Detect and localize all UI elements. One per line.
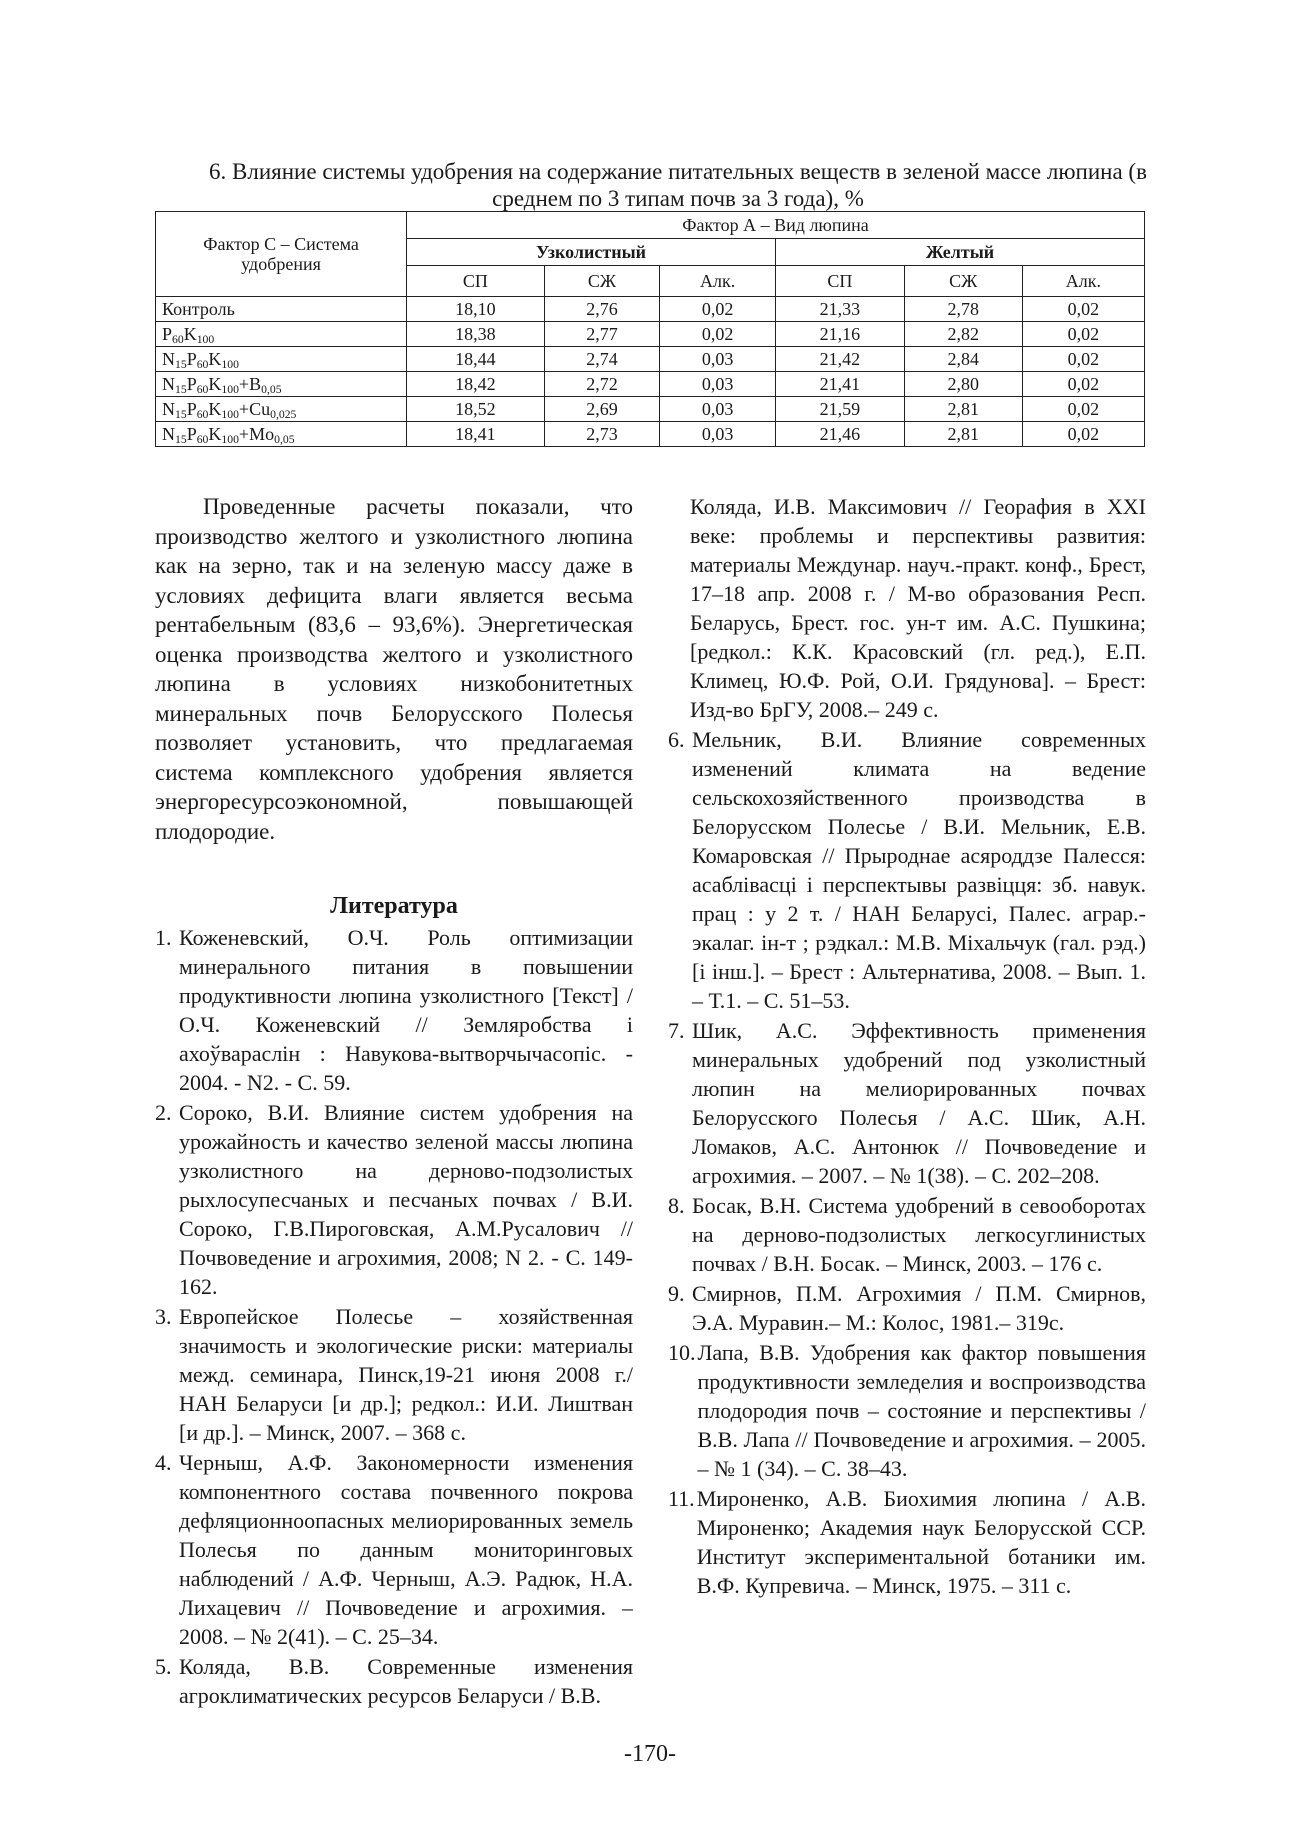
table-cell: 2,84: [904, 347, 1022, 372]
table-cell: 21,41: [776, 372, 905, 397]
table-row: [156, 322, 1145, 347]
factor-a-header: Фактор А – Вид люпина: [407, 212, 1145, 239]
reference-text: Босак, В.Н. Система удобрений в севооборотах на дерново-подзолистых легкосуглинистых почвах / В.Н. Босак. – Минск, 2003. – 176 с.: [692, 1193, 1146, 1276]
row-label: $P_{60}K_{100}$: [156, 322, 407, 347]
row-label: $N_{15}P_{60}K_{100}+Mo_{0,05}$: [156, 422, 407, 447]
table-cell: 18,38: [407, 322, 545, 347]
table-cell: 18,41: [407, 422, 545, 447]
table-cell: 0,02: [1022, 347, 1144, 372]
reference-number: 10.: [668, 1340, 696, 1365]
table-row: [156, 297, 1145, 322]
table-cell: 0,02: [1022, 297, 1144, 322]
table-cell: 0,02: [1022, 322, 1144, 347]
table-cell: 21,16: [776, 322, 905, 347]
reference-text: Мироненко, А.В. Биохимия люпина / А.В. Мироненко; Академия наук Белорусской ССР. Институт экспериментальной ботаники им. В.Ф. Купревича. – Минск, 1975. – 311 с.: [696, 1486, 1146, 1598]
reference-number: 2.: [155, 1100, 172, 1125]
reference-item: [155, 1448, 633, 1651]
table-cell: 18,44: [407, 347, 545, 372]
table-cell: 2,80: [904, 372, 1022, 397]
table-cell: 0,02: [1022, 422, 1144, 447]
reference-text: Мельник, В.И. Влияние современных изменений климата на ведение сельскохозяйственного производства в Белорусском Полесье / В.И. Мельник, Е.В. Комаровская // Прыроднае асяроддзе Палесся: асаблівасці і перспектывы развіцця: зб. навук. прац : у 2 т. / НАН Беларусі, Палес. аграр.-экалаг. ін-т ; рэдкал.: М.В. Міхальчук (гал. рэд.) [і інш.]. – Брест : Альтернатива, 2008. – Вып. 1. – Т.1. – С. 51–53.: [692, 727, 1146, 1013]
body-paragraph: Проведенные расчеты показали, что производство желтого и узколистного люпина как на зерно, так и на зеленую массу даже в условиях дефицита влаги является весьма рентабельным (83,6 – 93,6%). Энергетическая оценка производства желтого и узколистного люпина в условиях низкобонитетных минеральных почв Белорусского Полесья позволяет установить, что предлагаемая система комплексного удобрения является энергоресурсоэкономной, повышающей плодородие.: [155, 494, 633, 844]
table-cell: 2,81: [904, 397, 1022, 422]
table-cell: 18,52: [407, 397, 545, 422]
table-cell: 0,03: [660, 422, 776, 447]
table-cell: 21,59: [776, 397, 905, 422]
column-header: СЖ: [904, 266, 1022, 297]
reference-text: Коляда, В.В. Современные изменения агроклиматических ресурсов Беларуси / В.В.: [179, 1654, 633, 1708]
table-row: [156, 372, 1145, 397]
reference-text: Черныш, А.Ф. Закономерности изменения компонентного состава почвенного покрова дефляционноопасных мелиорированных земель Полесья по данным мониторинговых наблюдений / А.Ф. Черныш, А.Э. Радюк, Н.А. Лихацевич // Почвоведение и агрохимия. – 2008. – № 2(41). – С. 25–34.: [179, 1450, 633, 1649]
table-cell: 21,33: [776, 297, 905, 322]
reference-number: 9.: [668, 1281, 685, 1306]
reference-number: 4.: [155, 1450, 172, 1475]
table-cell: 2,76: [544, 297, 660, 322]
group-narrow-header: Узколистный: [407, 239, 776, 266]
reference-number: 5.: [155, 1654, 172, 1679]
reference-text: Шик, А.С. Эффективность применения минеральных удобрений под узколистный люпин на мелиорированных почвах Белорусского Полесья / А.С. Шик, А.Н. Ломаков, А.С. Антонюк // Почвоведение и агрохимия. – 2007. – № 1(38). – С. 202–208.: [692, 1018, 1146, 1188]
table-cell: 2,72: [544, 372, 660, 397]
table-cell: 0,03: [660, 397, 776, 422]
reference-item: [155, 1098, 633, 1301]
reference-text: Лапа, В.В. Удобрения как фактор повышения продуктивности земледелия и воспроизводства плодородия почв – состояние и перспективы / В.В. Лапа // Почвоведение и агрохимия. – 2005. – № 1 (34). – С. 38–43.: [697, 1340, 1146, 1481]
reference-item: [668, 1016, 1146, 1190]
group-yellow-header: Желтый: [776, 239, 1145, 266]
table-cell: 21,42: [776, 347, 905, 372]
reference-item: [155, 1652, 633, 1710]
factor-c-header: Фактор С – Система удобрения: [156, 212, 407, 297]
column-header: Алк.: [660, 266, 776, 297]
row-label: $N_{15}P_{60}K_{100}$: [156, 347, 407, 372]
table-cell: 0,03: [660, 372, 776, 397]
reference-number: 7.: [668, 1018, 685, 1043]
table-cell: 0,02: [1022, 372, 1144, 397]
reference-item: [155, 923, 633, 1097]
reference-text: Европейское Полесье – хозяйственная значимость и экологические риски: материалы межд. семинара, Пинск,19-21 июня 2008 г./ НАН Беларуси [и др.]; редкол.: И.И. Лиштван [и др.]. – Минск, 2007. – 368 с.: [179, 1304, 633, 1445]
table-caption: 6. Влияние системы удобрения на содержание питательных веществ в зеленой массе люпина (в среднем по 3 типам почв за 3 года), %: [209, 159, 1147, 211]
table-cell: 0,02: [660, 297, 776, 322]
table-cell: 0,02: [1022, 397, 1144, 422]
table-row: [156, 422, 1145, 447]
right-column: [668, 492, 1146, 1601]
nutrient-table: [155, 211, 1145, 447]
reference-item: [668, 1484, 1146, 1600]
reference-list-left: [155, 923, 633, 1710]
reference-text: Коженевский, О.Ч. Роль оптимизации минерального питания в повышении продуктивности люпина узколистного [Текст] / О.Ч. Коженевский // Земляробства і ахоўварaслін : Навукова-вытворчычасопіс. - 2004. - N2. - С. 59.: [179, 925, 633, 1095]
table-cell: 2,78: [904, 297, 1022, 322]
table-cell: 2,77: [544, 322, 660, 347]
row-label: $N_{15}P_{60}K_{100}+B_{0,05}$: [156, 372, 407, 397]
column-header: Алк.: [1022, 266, 1144, 297]
table-cell: 21,46: [776, 422, 905, 447]
literature-heading: Литература: [330, 893, 458, 919]
table-cell: 18,10: [407, 297, 545, 322]
reference-text: Сороко, В.И. Влияние систем удобрения на урожайность и качество зеленой массы люпина узколистного на дерново-подзолистых рыхлосупесчаных и песчаных почвах / В.И. Сороко, Г.В.Пироговская, А.М.Русалович // Почвоведение и агрохимия, 2008; N 2. - С. 149-162.: [179, 1100, 633, 1299]
reference-item: [668, 1338, 1146, 1483]
row-label: $N_{15}P_{60}K_{100}+Cu_{0,025}$: [156, 397, 407, 422]
reference-number: 11.: [668, 1486, 695, 1511]
table-cell: 2,74: [544, 347, 660, 372]
reference-number: 1.: [155, 925, 172, 950]
reference-number: 6.: [668, 727, 685, 752]
reference-continuation: Коляда, И.В. Максимович // Георафия в XXI веке: проблемы и перспективы развития: материалы Междунар. науч.-практ. конф., Брест, 17–18 апр. 2008 г. / М-во образования Респ. Беларусь, Брест. гос. ун-т им. А.С. Пушкина; [редкол.: К.К. Красовский (гл. ред.), Е.П. Климец, Ю.Ф. Рой, О.И. Грядунова]. – Брест: Изд-во БрГУ, 2008.– 249 с.: [690, 494, 1146, 722]
table-cell: 2,73: [544, 422, 660, 447]
reference-list-right: [668, 725, 1146, 1600]
left-column: [155, 492, 633, 1711]
column-header: СП: [407, 266, 545, 297]
column-header: СП: [776, 266, 905, 297]
reference-number: 8.: [668, 1193, 685, 1218]
table-cell: 0,02: [660, 322, 776, 347]
table-cell: 2,82: [904, 322, 1022, 347]
reference-number: 3.: [155, 1304, 172, 1329]
reference-item: [668, 1191, 1146, 1278]
table-cell: 2,81: [904, 422, 1022, 447]
table-row: [156, 347, 1145, 372]
table-cell: 18,42: [407, 372, 545, 397]
reference-item: [668, 725, 1146, 1015]
row-label: Контроль: [156, 297, 407, 322]
reference-item: [668, 1279, 1146, 1337]
reference-item: [155, 1302, 633, 1447]
page-number: -170-: [624, 1741, 676, 1767]
table-row: [156, 397, 1145, 422]
reference-text: Смирнов, П.М. Агрохимия / П.М. Смирнов, Э.А. Муравин.– М.: Колос, 1981.– 319с.: [692, 1281, 1146, 1335]
table-cell: 0,03: [660, 347, 776, 372]
table-cell: 2,69: [544, 397, 660, 422]
column-header: СЖ: [544, 266, 660, 297]
